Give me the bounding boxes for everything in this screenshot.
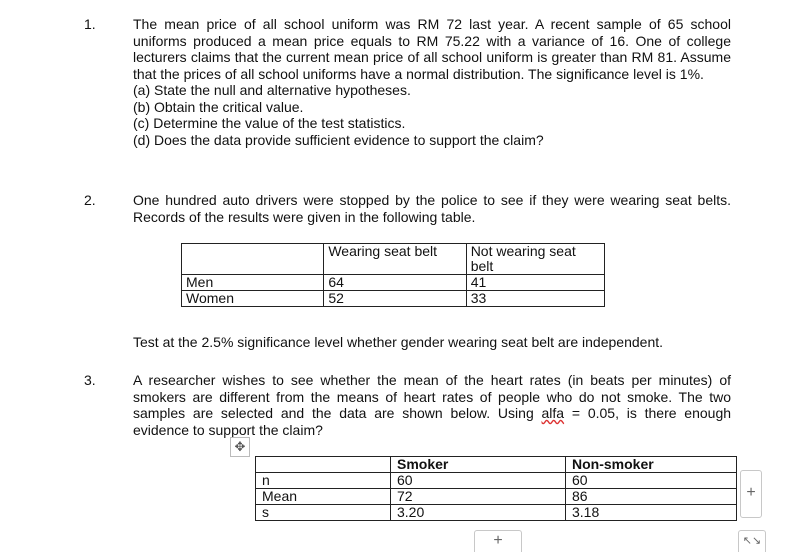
question-number: 2. xyxy=(84,192,96,208)
table-cell: s xyxy=(256,505,391,521)
part-d: (d) Does the data provide sufficient evidence to support the claim? xyxy=(133,131,544,148)
plus-icon: + xyxy=(746,484,756,501)
part-b: (b) Obtain the critical value. xyxy=(133,98,304,115)
question-text xyxy=(133,372,731,438)
resize-handle-icon[interactable]: ↖↘ xyxy=(738,530,766,552)
table-cell: Mean xyxy=(256,489,391,505)
table-cell: 52 xyxy=(324,291,466,307)
question-text-before: A researcher wishes to see whether the mean of the heart rates (in beats per minutes) of smokers are different from the means of heart rates of people who do not smoke. The two samples are selected and the data are shown below. Using xyxy=(133,372,731,421)
question-followup: Test at the 2.5% significance level whether gender wearing seat belt are independent. xyxy=(133,334,664,350)
add-column-button[interactable] xyxy=(740,470,762,518)
table-cell: Men xyxy=(182,275,324,291)
table-row xyxy=(256,473,737,489)
table-cell: 86 xyxy=(566,489,737,505)
table-header-cell: Non-smoker xyxy=(566,457,737,473)
table-row xyxy=(182,275,605,291)
table-row xyxy=(256,505,737,521)
table-cell: 60 xyxy=(566,473,737,489)
table-header-cell: Wearing seat belt xyxy=(324,244,466,275)
table-cell: 64 xyxy=(324,275,466,291)
part-c: (c) Determine the value of the test statistics. xyxy=(133,115,406,131)
plus-icon: + xyxy=(493,532,503,549)
table-cell: 41 xyxy=(466,275,604,291)
alfa-word: alfa xyxy=(541,405,565,421)
table-row xyxy=(182,244,605,275)
table-row xyxy=(256,489,737,505)
seatbelt-table xyxy=(181,243,605,307)
question-text: The mean price of all school uniform was RM 72 last year. A recent sample of 65 school uniforms produced a mean price equals to RM 75.22 with a variance of 16. One of college lecturers claims that the current mean price of all school uniform is greater than RM 81. Assume that the prices of all school uniforms have a normal distribution. The significance level is 1%. xyxy=(133,16,731,82)
table-cell: n xyxy=(256,473,391,489)
table-cell: 33 xyxy=(466,291,604,307)
question-text-after: = 0.05, is there enough evidence to support the claim? xyxy=(133,405,732,438)
heart-rate-table xyxy=(255,456,737,521)
add-row-button[interactable] xyxy=(474,530,522,552)
table-cell: Women xyxy=(182,291,324,307)
table-cell xyxy=(182,244,324,275)
question-text: One hundred auto drivers were stopped by the police to see if they were wearing seat belts. Records of the results were given in the following table. xyxy=(133,192,731,225)
table-row xyxy=(182,291,605,307)
table-cell: 3.20 xyxy=(391,505,566,521)
question-number: 1. xyxy=(84,16,96,32)
move-icon[interactable]: ✥ xyxy=(230,437,250,457)
table-header-cell: Smoker xyxy=(391,457,566,473)
table-header-cell: Not wearing seat belt xyxy=(466,244,604,275)
part-a: (a) State the null and alternative hypotheses. xyxy=(133,82,411,98)
table-cell: 72 xyxy=(391,489,566,505)
table-cell xyxy=(256,457,391,473)
question-number: 3. xyxy=(84,372,96,388)
table-cell: 60 xyxy=(391,473,566,489)
table-cell: 3.18 xyxy=(566,505,737,521)
table-row xyxy=(256,457,737,473)
